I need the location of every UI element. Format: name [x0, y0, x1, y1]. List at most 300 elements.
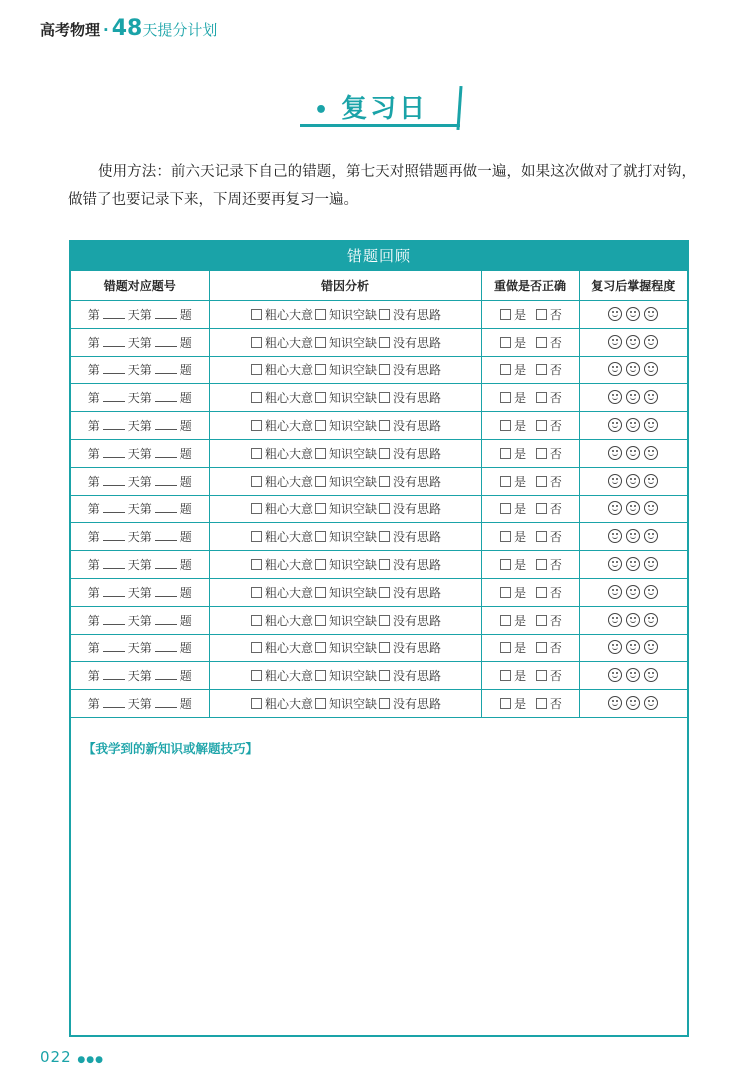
mastery-cell [579, 523, 687, 551]
day-blank[interactable] [103, 586, 125, 597]
redo-cell [481, 551, 579, 579]
page-title: 复习日 [341, 94, 429, 124]
ti-label: 题 [179, 641, 192, 656]
yes-checkbox[interactable] [500, 364, 511, 375]
smiley-icon[interactable] [608, 668, 622, 682]
no-idea-checkbox[interactable] [379, 337, 390, 348]
question-ref-cell [71, 356, 209, 384]
smiley-icon[interactable] [608, 307, 622, 321]
no-checkbox[interactable] [536, 448, 547, 459]
di-label: 第 [87, 474, 100, 489]
smiley-icon[interactable] [608, 585, 622, 599]
smiley-icon[interactable] [644, 474, 658, 488]
no-idea-label: 没有思路 [393, 419, 442, 434]
tian-di-label: 天第 [127, 558, 152, 573]
table-caption: 错题回顾 [71, 242, 687, 270]
no-checkbox[interactable] [536, 337, 547, 348]
careless-checkbox[interactable] [251, 392, 262, 403]
no-checkbox[interactable] [536, 587, 547, 598]
smiley-icon[interactable] [626, 501, 640, 515]
question-ref-cell [71, 467, 209, 495]
yes-checkbox[interactable] [500, 670, 511, 681]
no-label: 否 [549, 307, 562, 322]
yes-checkbox[interactable] [500, 420, 511, 431]
yes-label: 是 [514, 363, 527, 378]
smiley-icon[interactable] [644, 418, 658, 432]
no-idea-checkbox[interactable] [379, 698, 390, 709]
ti-label: 题 [179, 446, 192, 461]
smiley-icon[interactable] [644, 529, 658, 543]
smiley-icon[interactable] [644, 390, 658, 404]
day-blank[interactable] [103, 363, 125, 374]
no-label: 否 [549, 419, 562, 434]
day-blank[interactable] [103, 419, 125, 430]
review-table [69, 240, 689, 1037]
careless-label: 粗心大意 [264, 474, 313, 489]
knowledge-gap-checkbox[interactable] [315, 587, 326, 598]
yes-label: 是 [514, 697, 527, 712]
day-blank[interactable] [103, 641, 125, 652]
day-blank[interactable] [103, 697, 125, 708]
tian-di-label: 天第 [127, 335, 152, 350]
yes-label: 是 [514, 502, 527, 517]
smiley-icon[interactable] [644, 613, 658, 627]
knowledge-gap-label: 知识空缺 [328, 613, 377, 628]
yes-checkbox[interactable] [500, 642, 511, 653]
knowledge-gap-checkbox[interactable] [315, 337, 326, 348]
tian-di-label: 天第 [127, 669, 152, 684]
knowledge-gap-checkbox[interactable] [315, 448, 326, 459]
no-idea-checkbox[interactable] [379, 503, 390, 514]
smiley-icon[interactable] [608, 418, 622, 432]
careless-label: 粗心大意 [264, 641, 313, 656]
cause-cell [209, 301, 481, 329]
yes-label: 是 [514, 474, 527, 489]
no-checkbox[interactable] [536, 642, 547, 653]
question-ref-cell [71, 523, 209, 551]
di-label: 第 [87, 585, 100, 600]
knowledge-gap-label: 知识空缺 [328, 446, 377, 461]
day-blank[interactable] [103, 669, 125, 680]
yes-checkbox[interactable] [500, 615, 511, 626]
knowledge-gap-checkbox[interactable] [315, 615, 326, 626]
ti-label: 题 [179, 307, 192, 322]
no-idea-label: 没有思路 [393, 474, 442, 489]
question-ref-cell [71, 412, 209, 440]
cause-cell [209, 634, 481, 662]
question-blank[interactable] [155, 530, 177, 541]
table-body [71, 301, 687, 718]
knowledge-gap-label: 知识空缺 [328, 363, 377, 378]
smiley-icon[interactable] [608, 335, 622, 349]
smiley-icon[interactable] [644, 501, 658, 515]
ti-label: 题 [179, 502, 192, 517]
mastery-cell [579, 328, 687, 356]
careless-label: 粗心大意 [264, 363, 313, 378]
yes-checkbox[interactable] [500, 476, 511, 487]
knowledge-gap-label: 知识空缺 [328, 641, 377, 656]
redo-cell [481, 495, 579, 523]
ti-label: 题 [179, 530, 192, 545]
yes-checkbox[interactable] [500, 392, 511, 403]
mastery-cell [579, 495, 687, 523]
careless-checkbox[interactable] [251, 531, 262, 542]
question-blank[interactable] [155, 336, 177, 347]
yes-checkbox[interactable] [500, 337, 511, 348]
no-label: 否 [549, 558, 562, 573]
no-checkbox[interactable] [536, 392, 547, 403]
table-row [71, 439, 687, 467]
knowledge-gap-label: 知识空缺 [328, 307, 377, 322]
no-idea-label: 没有思路 [393, 697, 442, 712]
careless-checkbox[interactable] [251, 698, 262, 709]
day-blank[interactable] [103, 336, 125, 347]
table-row [71, 634, 687, 662]
redo-cell [481, 384, 579, 412]
smiley-icon[interactable] [626, 668, 640, 682]
knowledge-gap-checkbox[interactable] [315, 392, 326, 403]
careless-label: 粗心大意 [264, 446, 313, 461]
smiley-icon[interactable] [626, 307, 640, 321]
smiley-icon[interactable] [608, 696, 622, 710]
no-idea-checkbox[interactable] [379, 364, 390, 375]
smiley-icon[interactable] [626, 418, 640, 432]
question-blank[interactable] [155, 475, 177, 486]
knowledge-gap-checkbox[interactable] [315, 420, 326, 431]
no-label: 否 [549, 613, 562, 628]
di-label: 第 [87, 697, 100, 712]
no-checkbox[interactable] [536, 503, 547, 514]
knowledge-gap-checkbox[interactable] [315, 559, 326, 570]
smiley-icon[interactable] [608, 474, 622, 488]
careless-label: 粗心大意 [264, 697, 313, 712]
yes-checkbox[interactable] [500, 587, 511, 598]
knowledge-gap-checkbox[interactable] [315, 364, 326, 375]
footer-dots: ●●● [77, 1055, 104, 1065]
table-row [71, 301, 687, 329]
knowledge-gap-label: 知识空缺 [328, 530, 377, 545]
no-idea-checkbox[interactable] [379, 559, 390, 570]
title-text-wrap [314, 88, 428, 125]
careless-checkbox[interactable] [251, 309, 262, 320]
day-blank[interactable] [103, 558, 125, 569]
careless-label: 粗心大意 [264, 558, 313, 573]
no-idea-checkbox[interactable] [379, 615, 390, 626]
no-checkbox[interactable] [536, 476, 547, 487]
di-label: 第 [87, 530, 100, 545]
knowledge-gap-label: 知识空缺 [328, 474, 377, 489]
question-ref-cell [71, 634, 209, 662]
yes-checkbox[interactable] [500, 531, 511, 542]
careless-label: 粗心大意 [264, 419, 313, 434]
day-blank[interactable] [103, 391, 125, 402]
yes-label: 是 [514, 530, 527, 545]
knowledge-gap-label: 知识空缺 [328, 391, 377, 406]
yes-label: 是 [514, 641, 527, 656]
mastery-cell [579, 606, 687, 634]
table-row [71, 551, 687, 579]
yes-checkbox[interactable] [500, 309, 511, 320]
day-blank[interactable] [103, 308, 125, 319]
smiley-icon[interactable] [626, 474, 640, 488]
table-row [71, 328, 687, 356]
smiley-icon[interactable] [608, 390, 622, 404]
question-blank[interactable] [155, 363, 177, 374]
smiley-icon[interactable] [644, 696, 658, 710]
redo-cell [481, 412, 579, 440]
smiley-icon[interactable] [626, 557, 640, 571]
careless-checkbox[interactable] [251, 476, 262, 487]
smiley-icon[interactable] [644, 335, 658, 349]
cause-cell [209, 384, 481, 412]
no-checkbox[interactable] [536, 309, 547, 320]
no-idea-label: 没有思路 [393, 669, 442, 684]
knowledge-gap-checkbox[interactable] [315, 531, 326, 542]
yes-label: 是 [514, 307, 527, 322]
smiley-icon[interactable] [644, 362, 658, 376]
careless-checkbox[interactable] [251, 337, 262, 348]
ti-label: 题 [179, 419, 192, 434]
no-checkbox[interactable] [536, 670, 547, 681]
no-idea-label: 没有思路 [393, 530, 442, 545]
question-blank[interactable] [155, 391, 177, 402]
table-row [71, 662, 687, 690]
careless-checkbox[interactable] [251, 615, 262, 626]
smiley-icon[interactable] [626, 362, 640, 376]
knowledge-gap-checkbox[interactable] [315, 642, 326, 653]
no-checkbox[interactable] [536, 615, 547, 626]
smiley-icon[interactable] [626, 613, 640, 627]
cause-cell [209, 412, 481, 440]
smiley-icon[interactable] [608, 362, 622, 376]
ti-label: 题 [179, 613, 192, 628]
careless-checkbox[interactable] [251, 420, 262, 431]
page-header [40, 16, 217, 44]
careless-label: 粗心大意 [264, 502, 313, 517]
knowledge-gap-label: 知识空缺 [328, 697, 377, 712]
tian-di-label: 天第 [127, 613, 152, 628]
knowledge-gap-checkbox[interactable] [315, 670, 326, 681]
smiley-icon[interactable] [626, 640, 640, 654]
ti-label: 题 [179, 391, 192, 406]
no-checkbox[interactable] [536, 364, 547, 375]
question-blank[interactable] [155, 558, 177, 569]
mastery-cell [579, 662, 687, 690]
knowledge-gap-label: 知识空缺 [328, 419, 377, 434]
yes-checkbox[interactable] [500, 559, 511, 570]
no-checkbox[interactable] [536, 698, 547, 709]
no-label: 否 [549, 641, 562, 656]
redo-cell [481, 301, 579, 329]
no-checkbox[interactable] [536, 420, 547, 431]
no-label: 否 [549, 669, 562, 684]
header-row [71, 271, 687, 301]
smiley-icon[interactable] [644, 307, 658, 321]
no-label: 否 [549, 474, 562, 489]
smiley-icon[interactable] [626, 529, 640, 543]
no-idea-checkbox[interactable] [379, 642, 390, 653]
cause-cell [209, 467, 481, 495]
mastery-cell [579, 690, 687, 718]
smiley-icon[interactable] [626, 585, 640, 599]
redo-cell [481, 467, 579, 495]
page-footer [40, 1048, 104, 1066]
redo-cell [481, 578, 579, 606]
di-label: 第 [87, 641, 100, 656]
question-blank[interactable] [155, 641, 177, 652]
smiley-icon[interactable] [626, 390, 640, 404]
mastery-cell [579, 301, 687, 329]
careless-checkbox[interactable] [251, 587, 262, 598]
smiley-icon[interactable] [644, 585, 658, 599]
careless-checkbox[interactable] [251, 503, 262, 514]
tian-di-label: 天第 [127, 641, 152, 656]
question-blank[interactable] [155, 697, 177, 708]
no-idea-checkbox[interactable] [379, 309, 390, 320]
yes-checkbox[interactable] [500, 503, 511, 514]
day-blank[interactable] [103, 447, 125, 458]
smiley-icon[interactable] [608, 557, 622, 571]
question-ref-cell [71, 551, 209, 579]
title-bullet: • [314, 98, 332, 123]
question-ref-cell [71, 690, 209, 718]
smiley-icon[interactable] [644, 668, 658, 682]
knowledge-gap-checkbox[interactable] [315, 309, 326, 320]
smiley-icon[interactable] [626, 446, 640, 460]
mastery-cell [579, 551, 687, 579]
smiley-icon[interactable] [608, 613, 622, 627]
no-label: 否 [549, 446, 562, 461]
no-checkbox[interactable] [536, 531, 547, 542]
redo-cell [481, 523, 579, 551]
header-dot: · [103, 21, 109, 39]
careless-checkbox[interactable] [251, 642, 262, 653]
yes-label: 是 [514, 446, 527, 461]
smiley-icon[interactable] [608, 640, 622, 654]
yes-checkbox[interactable] [500, 448, 511, 459]
tian-di-label: 天第 [127, 502, 152, 517]
question-blank[interactable] [155, 586, 177, 597]
yes-label: 是 [514, 419, 527, 434]
table-row [71, 495, 687, 523]
ti-label: 题 [179, 669, 192, 684]
smiley-icon[interactable] [626, 696, 640, 710]
question-blank[interactable] [155, 669, 177, 680]
question-blank[interactable] [155, 502, 177, 513]
redo-cell [481, 662, 579, 690]
no-idea-checkbox[interactable] [379, 531, 390, 542]
smiley-icon[interactable] [608, 501, 622, 515]
smiley-icon[interactable] [644, 557, 658, 571]
question-blank[interactable] [155, 447, 177, 458]
question-ref-cell [71, 662, 209, 690]
knowledge-gap-label: 知识空缺 [328, 585, 377, 600]
smiley-icon[interactable] [626, 335, 640, 349]
no-idea-checkbox[interactable] [379, 392, 390, 403]
col-header-redo: 重做是否正确 [481, 271, 579, 301]
ti-label: 题 [179, 363, 192, 378]
di-label: 第 [87, 419, 100, 434]
smiley-icon[interactable] [644, 640, 658, 654]
yes-label: 是 [514, 391, 527, 406]
no-idea-checkbox[interactable] [379, 476, 390, 487]
table-row [71, 606, 687, 634]
mastery-cell [579, 467, 687, 495]
no-checkbox[interactable] [536, 559, 547, 570]
yes-label: 是 [514, 613, 527, 628]
tian-di-label: 天第 [127, 419, 152, 434]
no-label: 否 [549, 391, 562, 406]
careless-checkbox[interactable] [251, 559, 262, 570]
day-blank[interactable] [103, 475, 125, 486]
no-idea-label: 没有思路 [393, 363, 442, 378]
smiley-icon[interactable] [608, 529, 622, 543]
no-idea-checkbox[interactable] [379, 448, 390, 459]
careless-label: 粗心大意 [264, 530, 313, 545]
careless-checkbox[interactable] [251, 364, 262, 375]
yes-label: 是 [514, 669, 527, 684]
smiley-icon[interactable] [608, 446, 622, 460]
question-blank[interactable] [155, 614, 177, 625]
no-idea-checkbox[interactable] [379, 587, 390, 598]
no-label: 否 [549, 363, 562, 378]
cause-cell [209, 356, 481, 384]
col-header-question: 错题对应题号 [71, 271, 209, 301]
yes-label: 是 [514, 585, 527, 600]
di-label: 第 [87, 669, 100, 684]
careless-label: 粗心大意 [264, 335, 313, 350]
redo-cell [481, 606, 579, 634]
di-label: 第 [87, 502, 100, 517]
knowledge-gap-label: 知识空缺 [328, 669, 377, 684]
careless-label: 粗心大意 [264, 585, 313, 600]
mastery-cell [579, 412, 687, 440]
careless-checkbox[interactable] [251, 670, 262, 681]
notes-label: 【我学到的新知识或解题技巧】 [83, 741, 259, 756]
mastery-cell [579, 439, 687, 467]
table-row [71, 356, 687, 384]
no-idea-checkbox[interactable] [379, 670, 390, 681]
question-blank[interactable] [155, 308, 177, 319]
tian-di-label: 天第 [127, 697, 152, 712]
yes-checkbox[interactable] [500, 698, 511, 709]
careless-checkbox[interactable] [251, 448, 262, 459]
day-blank[interactable] [103, 502, 125, 513]
smiley-icon[interactable] [644, 446, 658, 460]
section-title [300, 86, 466, 130]
day-blank[interactable] [103, 614, 125, 625]
no-label: 否 [549, 697, 562, 712]
question-blank[interactable] [155, 419, 177, 430]
careless-label: 粗心大意 [264, 307, 313, 322]
table-row [71, 384, 687, 412]
no-idea-label: 没有思路 [393, 307, 442, 322]
review-grid [71, 270, 687, 718]
no-idea-checkbox[interactable] [379, 420, 390, 431]
knowledge-gap-checkbox[interactable] [315, 503, 326, 514]
mastery-cell [579, 384, 687, 412]
table-row [71, 578, 687, 606]
ti-label: 题 [179, 697, 192, 712]
knowledge-gap-checkbox[interactable] [315, 698, 326, 709]
no-idea-label: 没有思路 [393, 502, 442, 517]
day-blank[interactable] [103, 530, 125, 541]
knowledge-gap-checkbox[interactable] [315, 476, 326, 487]
tian-di-label: 天第 [127, 307, 152, 322]
question-ref-cell [71, 606, 209, 634]
question-ref-cell [71, 439, 209, 467]
col-header-cause: 错因分析 [209, 271, 481, 301]
